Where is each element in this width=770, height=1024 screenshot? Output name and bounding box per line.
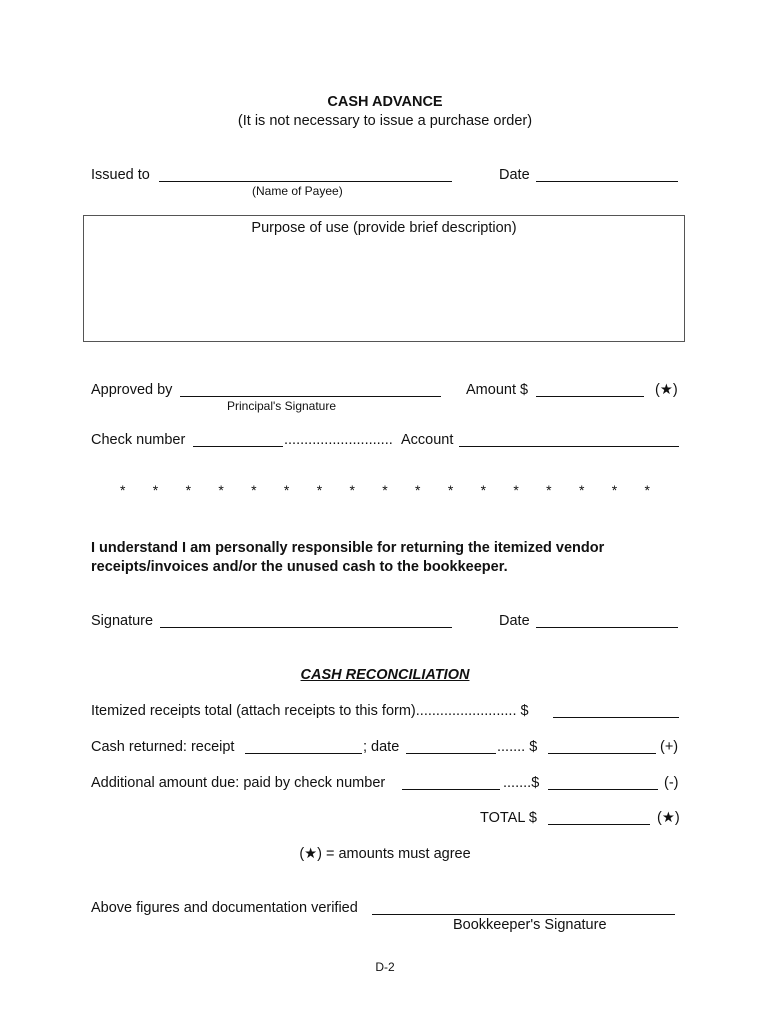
check-dots: ........................... (284, 432, 393, 448)
form-title: CASH ADVANCE (327, 94, 443, 110)
amount-field[interactable] (536, 396, 644, 397)
issued-to-label: Issued to (91, 167, 150, 183)
cash-returned-amount-field[interactable] (548, 753, 656, 754)
total-star-mark: (★) (657, 810, 680, 826)
signature-date-label: Date (499, 613, 530, 629)
cash-returned-date-field[interactable] (406, 753, 496, 754)
purpose-box[interactable] (83, 215, 685, 342)
additional-check-number-field[interactable] (402, 789, 500, 790)
separator-star: * (447, 482, 454, 498)
separator-star: * (152, 482, 159, 498)
account-label: Account (401, 432, 454, 448)
bookkeeper-signature-field[interactable] (372, 914, 675, 915)
purpose-label: Purpose of use (provide brief description) (251, 220, 517, 236)
amount-label: Amount $ (466, 382, 529, 398)
check-number-label: Check number (91, 432, 186, 448)
separator-star: * (349, 482, 355, 498)
separator-star: * (546, 482, 552, 498)
amount-star-mark: (★) (655, 382, 678, 398)
separator-star: * (251, 482, 257, 498)
separator-star: * (415, 482, 421, 498)
separator-star: * (185, 482, 192, 498)
principal-signature-caption: Principal's Signature (227, 399, 337, 413)
signature-field[interactable] (160, 627, 452, 628)
separator-star: * (120, 482, 126, 498)
bookkeeper-signature-caption: Bookkeeper's Signature (453, 917, 607, 933)
itemized-receipts-field[interactable] (553, 717, 679, 718)
separator-star: * (513, 482, 519, 498)
itemized-receipts-label: Itemized receipts total (attach receipts to this form)......................... $ (91, 703, 529, 719)
separator-star: * (283, 482, 290, 498)
additional-dots: .......$ (503, 775, 540, 791)
cash-returned-label: Cash returned: receipt (91, 739, 235, 755)
minus-mark: (-) (664, 775, 679, 791)
additional-amount-field[interactable] (548, 789, 658, 790)
approved-by-label: Approved by (91, 382, 173, 398)
page-code: D-2 (375, 960, 395, 974)
cash-returned-date-label: ; date (363, 739, 400, 755)
separator-star: * (316, 482, 323, 498)
additional-amount-label: Additional amount due: paid by check number (91, 775, 386, 791)
account-field[interactable] (459, 446, 679, 447)
check-number-field[interactable] (193, 446, 283, 447)
star-separator (120, 482, 650, 498)
payee-caption: (Name of Payee) (252, 184, 343, 198)
verified-label: Above figures and documentation verified (91, 900, 358, 916)
date-field[interactable] (536, 181, 678, 182)
form-subtitle: (It is not necessary to issue a purchase order) (237, 113, 533, 129)
signature-label: Signature (91, 613, 154, 629)
cash-returned-dots: ....... $ (497, 739, 538, 755)
issued-to-field[interactable] (159, 181, 452, 182)
statement-line-2: receipts/invoices and/or the unused cash to the bookkeeper. (91, 559, 508, 575)
signature-date-field[interactable] (536, 627, 678, 628)
amounts-agree-note: (★) = amounts must agree (299, 846, 471, 862)
separator-star: * (218, 482, 224, 498)
separator-star: * (480, 482, 487, 498)
approved-by-field[interactable] (180, 396, 441, 397)
plus-mark: (+) (660, 739, 679, 755)
total-label: TOTAL $ (480, 810, 537, 826)
cash-returned-receipt-field[interactable] (245, 753, 362, 754)
date-label: Date (499, 167, 530, 183)
separator-star: * (578, 482, 585, 498)
reconciliation-title: CASH RECONCILIATION (300, 667, 470, 683)
total-field[interactable] (548, 824, 650, 825)
separator-star: * (382, 482, 388, 498)
statement-line-1: I understand I am personally responsible for returning the itemized vendor (91, 540, 605, 556)
separator-star: * (611, 482, 618, 498)
separator-star: * (644, 482, 650, 498)
